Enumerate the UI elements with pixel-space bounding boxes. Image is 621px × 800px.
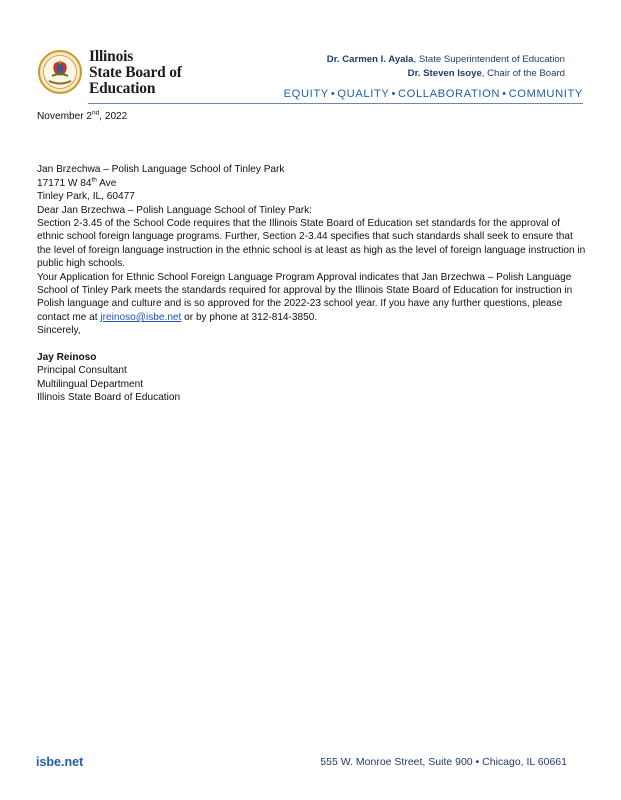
date-ordinal: nd [91,109,100,117]
footer-website-link[interactable]: isbe.net [36,755,84,769]
tagline-separator: • [330,88,336,100]
org-name-line2: State Board of [89,64,182,81]
closing: Sincerely, [37,325,81,337]
street-rest: Ave [96,177,117,189]
official1-title: , State Superintendent of Education [413,54,565,65]
letterhead [0,0,621,110]
recipient-address [37,163,589,203]
tagline-separator: • [502,88,507,100]
tagline-community: COMMUNITY [508,88,583,100]
signer-department: Multilingual Department [37,378,144,390]
city-line: Tinley Park, IL, 60477 [37,191,135,203]
letter-body [37,110,589,404]
organization-name [89,49,199,97]
signer-title: Principal Consultant [37,365,127,377]
date-prefix: November 2 [37,111,92,122]
email-link[interactable]: jreinoso@isbe.net [100,311,182,323]
signer-name: Jay Reinoso [37,351,97,363]
footer-address: 555 W. Monroe Street, Suite 900 • Chicago, IL 60661 [320,756,567,768]
signer-organization: Illinois State Board of Education [37,391,181,403]
tagline-separator: • [391,88,396,100]
street-prefix: 17171 W 84 [37,177,92,189]
letter-date [37,110,589,123]
official-chair [327,67,565,81]
header-divider [88,103,583,104]
tagline-quality: QUALITY [337,88,390,100]
tagline [284,88,583,100]
street-ordinal: th [91,176,97,184]
illinois-state-seal-icon [38,50,82,94]
paragraph-2-text: Your Application for Ethnic School Foreign Language Program Approval indicates that Jan Brzechwa – Polish Language School of Tinley Park meets the standards required for approval by the Illinois State Board of Education for instruction in Polish language and culture and is so approved for the 2022-23 school year. If you have any further questions, please contact me at [37,271,573,323]
tagline-collaboration: COLLABORATION [397,88,501,100]
paragraph-2 [37,271,589,325]
official1-name: Dr. Carmen I. Ayala [326,54,414,65]
signature-block [37,351,589,405]
date-rest: , 2022 [99,111,128,122]
paragraph-2-tail: or by phone at 312-814-3850. [181,311,318,323]
paragraph-1: Section 2-3.45 of the School Code requires that the Illinois State Board of Education set standards for the approval of ethnic school foreign language programs. Further, Section 2-3.44 specifies that such standards shall seek to ensure that the level of foreign language instruction in the ethnic school is at least as high as the level of foreign language instruction in public high schools. [37,218,586,270]
official2-title: , Chair of the Board [481,67,565,79]
org-name-line1: Illinois [89,48,134,65]
org-name-line3: Education [89,80,156,97]
street-address [37,177,589,190]
salutation: Dear Jan Brzechwa – Polish Language School of Tinley Park: [37,204,312,216]
addressee: Jan Brzechwa – Polish Language School of Tinley Park [37,164,285,176]
official2-name: Dr. Steven Isoye [407,67,482,79]
tagline-equity: EQUITY [283,88,329,100]
officials-block [327,53,565,80]
official-superintendent [327,53,565,67]
